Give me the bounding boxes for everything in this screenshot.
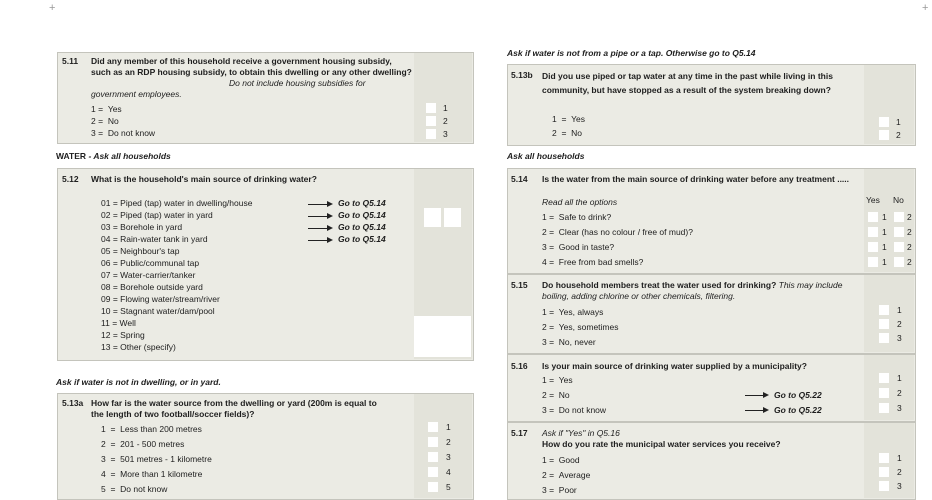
q516-arrow-2 [745,395,767,396]
q514-option-2: 2 = Clear (has no colour / free of mud)? [542,227,693,237]
q515-code-3: 3 [897,333,902,343]
q513a-filter-note: Ask if water is not in dwelling, or in yard. [56,377,221,387]
q512-code-box-1[interactable] [424,208,441,227]
q513a-number: 5.13a [62,398,84,408]
q513a-checkbox-2[interactable] [428,437,438,447]
q515-checkbox-1[interactable] [879,305,889,315]
ask-all-households-note: Ask all households [507,151,585,161]
q513a-code-2: 2 [446,437,451,447]
q516-arrow-3 [745,410,767,411]
q513a-checkbox-1[interactable] [428,422,438,432]
q513a-option-5: 5 = Do not know [101,484,168,494]
q512-option-11: 11 = Well [101,318,136,328]
q513a-checkbox-4[interactable] [428,467,438,477]
q511-text: Did any member of this household receive a government housing subsidy, such as an RDP housing subsidy, to obtain this dwelling or any other dwelling? [91,56,412,77]
q513a-code-5: 5 [446,482,451,492]
q517-checkbox-1[interactable] [879,453,889,463]
q513a-answer-area [414,394,472,498]
q513a-code-4: 4 [446,467,451,477]
q512-arrow-04 [308,240,331,241]
q512-option-05: 05 = Neighbour's tap [101,246,180,256]
q516-checkbox-1[interactable] [879,373,889,383]
q513b-checkbox-2[interactable] [879,130,889,140]
q515-option-3: 3 = No, never [542,337,596,347]
q512-option-09: 09 = Flowing water/stream/river [101,294,220,304]
q517-answer-area [864,423,914,498]
q516-code-3: 3 [897,403,902,413]
q513a-option-3: 3 = 501 metres - 1 kilometre [101,454,212,464]
q515-number: 5.15 [511,280,528,290]
q512-goto-03: Go to Q5.14 [338,222,386,232]
q514-2-yes-code: 1 [882,227,887,237]
q513b-text: Did you use piped or tap water at any time in the past while living in this community, but have stopped as a result of the system breaking down? [542,71,833,95]
q513a-option-4: 4 = More than 1 kilometre [101,469,203,479]
q514-no-header: No [893,195,904,205]
q513a-checkbox-5[interactable] [428,482,438,492]
q514-1-yes-code: 1 [882,212,887,222]
q514-option-1: 1 = Safe to drink? [542,212,612,222]
q515-answer-area [864,275,914,352]
q512-option-13: 13 = Other (specify) [101,342,176,352]
q513a-option-1: 1 = Less than 200 metres [101,424,202,434]
q514-4-yes-checkbox[interactable] [868,257,878,267]
q517-option-2: 2 = Average [542,470,591,480]
q517-code-1: 1 [897,453,902,463]
q512-goto-02: Go to Q5.14 [338,210,386,220]
q514-option-3: 3 = Good in taste? [542,242,615,252]
q511-code-3: 3 [443,129,448,139]
q512-text: What is the household's main source of drinking water? [91,174,317,184]
q516-number: 5.16 [511,361,528,371]
q515-option-1: 1 = Yes, always [542,307,604,317]
q512-option-10: 10 = Stagnant water/dam/pool [101,306,215,316]
q516-checkbox-2[interactable] [879,388,889,398]
q512-option-01: 01 = Piped (tap) water in dwelling/house [101,198,253,208]
q517-option-1: 1 = Good [542,455,580,465]
q512-goto-01: Go to Q5.14 [338,198,386,208]
q514-3-no-code: 2 [907,242,912,252]
crop-mark-left: + [49,2,56,14]
q512-number: 5.12 [62,174,79,184]
q517-code-3: 3 [897,481,902,491]
q511-option-2: 2 = No [91,116,119,126]
q513a-code-1: 1 [446,422,451,432]
q517-text: How do you rate the municipal water services you receive? [542,439,781,449]
q512-code-box-2[interactable] [444,208,461,227]
q512-arrow-02 [308,216,331,217]
q517-checkbox-3[interactable] [879,481,889,491]
water-section-header: WATER - Ask all households [56,151,171,161]
q514-option-4: 4 = Free from bad smells? [542,257,644,267]
q511-checkbox-3[interactable] [426,129,436,139]
q512-arrow-01 [308,204,331,205]
q514-2-yes-checkbox[interactable] [868,227,878,237]
q515-code-1: 1 [897,305,902,315]
q515-text: Do household members treat the water used for drinking? [542,280,777,290]
q517-filter: Ask if "Yes" in Q5.16 [542,428,620,438]
q513b-option-1: 1 = Yes [552,114,586,124]
q513b-checkbox-1[interactable] [879,117,889,127]
q516-code-2: 2 [897,388,902,398]
q516-option-3: 3 = Do not know [542,405,607,415]
q513a-option-2: 2 = 201 - 500 metres [101,439,185,449]
q515-note: This may include boiling, adding chlorine or other chemicals, filtering. [542,280,843,301]
q512-option-08: 08 = Borehole outside yard [101,282,203,292]
q517-number: 5.17 [511,428,528,438]
q512-option-12: 12 = Spring [101,330,145,340]
crop-mark-right: + [922,2,929,14]
q511-option-3: 3 = Do not know [91,128,156,138]
q517-code-2: 2 [897,467,902,477]
q514-text: Is the water from the main source of drinking water before any treatment ..... [542,174,850,184]
q516-option-2: 2 = No [542,390,570,400]
q513b-option-2: 2 = No [552,128,583,138]
q513b-filter-note: Ask if water is not from a pipe or a tap. Otherwise go to Q5.14 [507,48,756,58]
q515-checkbox-2[interactable] [879,319,889,329]
q514-4-no-checkbox[interactable] [894,257,904,267]
q511-checkbox-2[interactable] [426,116,436,126]
q514-4-no-code: 2 [907,257,912,267]
q514-2-no-code: 2 [907,227,912,237]
q516-option-1: 1 = Yes [542,375,573,385]
q512-specify-field[interactable] [414,316,471,357]
q512-option-07: 07 = Water-carrier/tanker [101,270,196,280]
q511-checkbox-1[interactable] [426,103,436,113]
q513a-text: How far is the water source from the dwelling or yard (200m is equal to the length of two football/soccer fields)? [91,398,377,419]
q517-option-3: 3 = Poor [542,485,577,495]
q514-3-yes-code: 1 [882,242,887,252]
q514-4-yes-code: 1 [882,257,887,267]
q511-note: Do not include housing subsidies for government employees. [91,78,366,99]
q516-goto-2: Go to Q5.22 [774,390,822,400]
q512-goto-04: Go to Q5.14 [338,234,386,244]
q514-3-yes-checkbox[interactable] [868,242,878,252]
q514-1-yes-checkbox[interactable] [868,212,878,222]
q513b-answer-area [864,65,914,144]
q511-number: 5.11 [62,56,79,66]
q514-2-no-checkbox[interactable] [894,227,904,237]
q513a-checkbox-3[interactable] [428,452,438,462]
q514-1-no-checkbox[interactable] [894,212,904,222]
q514-1-no-code: 2 [907,212,912,222]
q516-code-1: 1 [897,373,902,383]
q513b-code-2: 2 [896,130,901,140]
q514-yes-header: Yes [866,195,880,205]
q517-checkbox-2[interactable] [879,467,889,477]
q514-instruction: Read all the options [542,197,618,207]
q513b-number: 5.13b [511,70,533,80]
q511-code-1: 1 [443,103,448,113]
q512-option-02: 02 = Piped (tap) water in yard [101,210,213,220]
q513a-code-3: 3 [446,452,451,462]
q514-number: 5.14 [511,174,528,184]
q516-goto-3: Go to Q5.22 [774,405,822,415]
q512-option-06: 06 = Public/communal tap [101,258,200,268]
q512-option-03: 03 = Borehole in yard [101,222,183,232]
q511-code-2: 2 [443,116,448,126]
q514-3-no-checkbox[interactable] [894,242,904,252]
q516-checkbox-3[interactable] [879,403,889,413]
q515-option-2: 2 = Yes, sometimes [542,322,619,332]
q516-text: Is your main source of drinking water supplied by a municipality? [542,361,807,371]
q512-option-04: 04 = Rain-water tank in yard [101,234,208,244]
q515-checkbox-3[interactable] [879,333,889,343]
q511-option-1: 1 = Yes [91,104,122,114]
q513b-code-1: 1 [896,117,901,127]
q516-answer-area [864,355,914,420]
q515-code-2: 2 [897,319,902,329]
q512-arrow-03 [308,228,331,229]
